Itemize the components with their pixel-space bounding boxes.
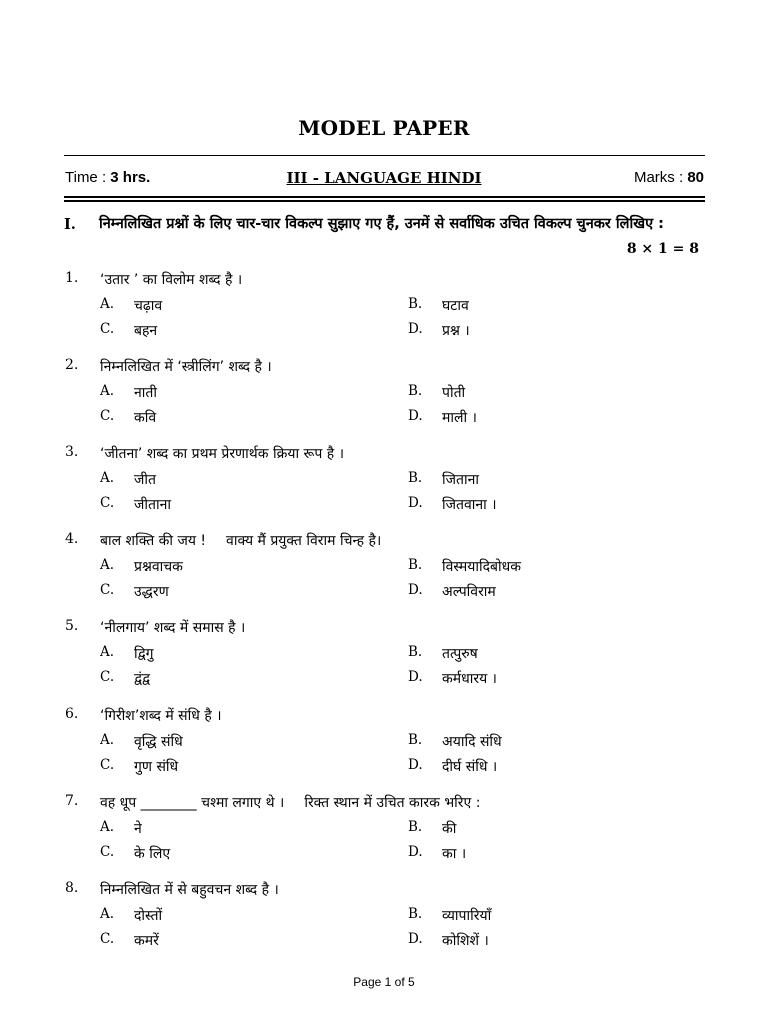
question-stem [100,618,245,637]
option-label: D. [408,844,423,860]
question-stem [100,880,279,899]
option-text: गुण संधि [134,759,179,775]
option-text: माली । [442,410,477,426]
option-label: B. [408,644,423,660]
option-label: D. [408,495,423,511]
option-label: A. [100,383,115,399]
option-label: C. [100,931,115,947]
option-label: A. [100,557,115,573]
option-label: B. [408,383,423,399]
option-label: D. [408,931,423,947]
option-text: पोती [442,385,466,401]
option-label: C. [100,408,115,424]
option-label: D. [408,408,423,424]
option-label: B. [408,470,423,486]
option-text: वृद्धि संधि [134,734,183,750]
header-divider-double-2 [64,200,705,202]
question-stem-text: बाल शक्ति की जय ! [100,533,207,549]
question-stem [100,444,344,463]
option-label: C. [100,495,115,511]
question-stem [100,706,222,725]
option-label: B. [408,732,423,748]
question-stem [100,793,480,812]
option-text: विस्मयादिबोधक [442,559,522,575]
option-label: C. [100,844,115,860]
option-label: D. [408,582,423,598]
question-stem-text: ‘उतार ’ का विलोम शब्द है । [100,272,243,288]
option-text: दोस्तों [134,908,163,924]
question-stem [100,357,272,376]
question-stem-secondary: वाक्य मैं प्रयुक्त विराम चिन्ह है। [226,533,382,549]
option-label: B. [408,819,423,835]
option-text: जिताना [442,472,480,488]
question-stem-text: वह धूप ________ चश्मा लगाए थे । [100,795,285,811]
option-label: A. [100,296,115,312]
instruction-text: निम्नलिखित प्रश्नों के लिए चार-चार विकल्प सुझाए गए हैं, उनमें से सर्वाधिक उचित विकल्प चुनकर लिखिए : [99,216,664,232]
option-label: B. [408,296,423,312]
option-text: नाती [134,385,158,401]
option-text: घटाव [442,298,469,314]
option-text: अल्पविराम [442,584,496,600]
option-text: जीत [134,472,156,488]
option-label: A. [100,819,115,835]
option-label: A. [100,906,115,922]
option-label: D. [408,321,423,337]
option-label: D. [408,757,423,773]
section-numeral: I. [64,216,76,233]
question-number: 5. [65,618,79,634]
option-label: B. [408,557,423,573]
question-number: 2. [65,357,79,373]
question-stem-text: निम्नलिखित में ‘स्त्रीलिंग’ शब्द है । [100,359,272,375]
option-text: कमरें [134,933,159,949]
option-text: द्वंद्व [134,671,151,687]
option-text: की [442,821,457,837]
option-text: व्यापारियाँ [442,908,492,924]
question-stem-secondary: रिक्त स्थान में उचित कारक भरिए : [304,795,481,811]
option-text: अयादि संधि [442,734,502,750]
option-text: दीर्घ संधि । [442,759,498,775]
header-divider-top [64,155,705,156]
option-label: C. [100,321,115,337]
question-stem-text: निम्नलिखित में से बहुवचन शब्द है । [100,882,279,898]
option-text: उद्धरण [134,584,169,600]
option-text: द्विगु [134,646,154,662]
option-text: प्रश्नवाचक [134,559,183,575]
section-instruction [64,212,705,257]
time-label: Time : [65,169,111,186]
option-text: ने [134,821,142,837]
question-number: 3. [65,444,79,460]
option-label: A. [100,732,115,748]
time-value: 3 hrs. [110,169,151,186]
option-label: D. [408,669,423,685]
header-divider-double-1 [64,196,705,198]
option-label: C. [100,582,115,598]
option-text: जितवाना । [442,497,497,513]
option-text: बहन [134,323,158,339]
question-stem-text: ‘गिरीश’शब्द में संधि है । [100,708,222,724]
question-number: 7. [65,793,79,809]
marks-formula: 8 × 1 = 8 [626,241,699,257]
marks-info [634,169,704,186]
option-label: C. [100,757,115,773]
page-number: Page 1 of 5 [353,975,415,989]
option-text: कवि [134,410,157,426]
option-text: तत्पुरुष [442,646,478,662]
option-label: A. [100,644,115,660]
option-label: C. [100,669,115,685]
option-text: जीताना [134,497,172,513]
option-text: प्रश्न । [442,323,470,339]
question-number: 6. [65,706,79,722]
option-text: चढ़ाव [134,298,163,314]
marks-value: 80 [687,169,704,186]
subject-title: III - LANGUAGE HINDI [286,169,482,187]
option-text: के लिए [134,846,171,862]
marks-label: Marks : [633,169,688,186]
question-number: 4. [65,531,79,547]
option-text: का । [442,846,467,862]
question-stem-text: ‘नीलगाय’ शब्द में समास है । [100,620,246,636]
question-stem [100,270,242,289]
option-label: B. [408,906,423,922]
question-number: 1. [65,270,79,286]
question-stem [100,531,381,550]
question-number: 8. [65,880,79,896]
option-text: कर्मधारय । [442,671,497,687]
question-stem-text: ‘जीतना’ शब्द का प्रथम प्रेरणार्थक क्रिया रूप है । [100,446,345,462]
option-label: A. [100,470,115,486]
option-text: कोशिशें । [442,933,489,949]
page-title: MODEL PAPER [298,116,470,140]
